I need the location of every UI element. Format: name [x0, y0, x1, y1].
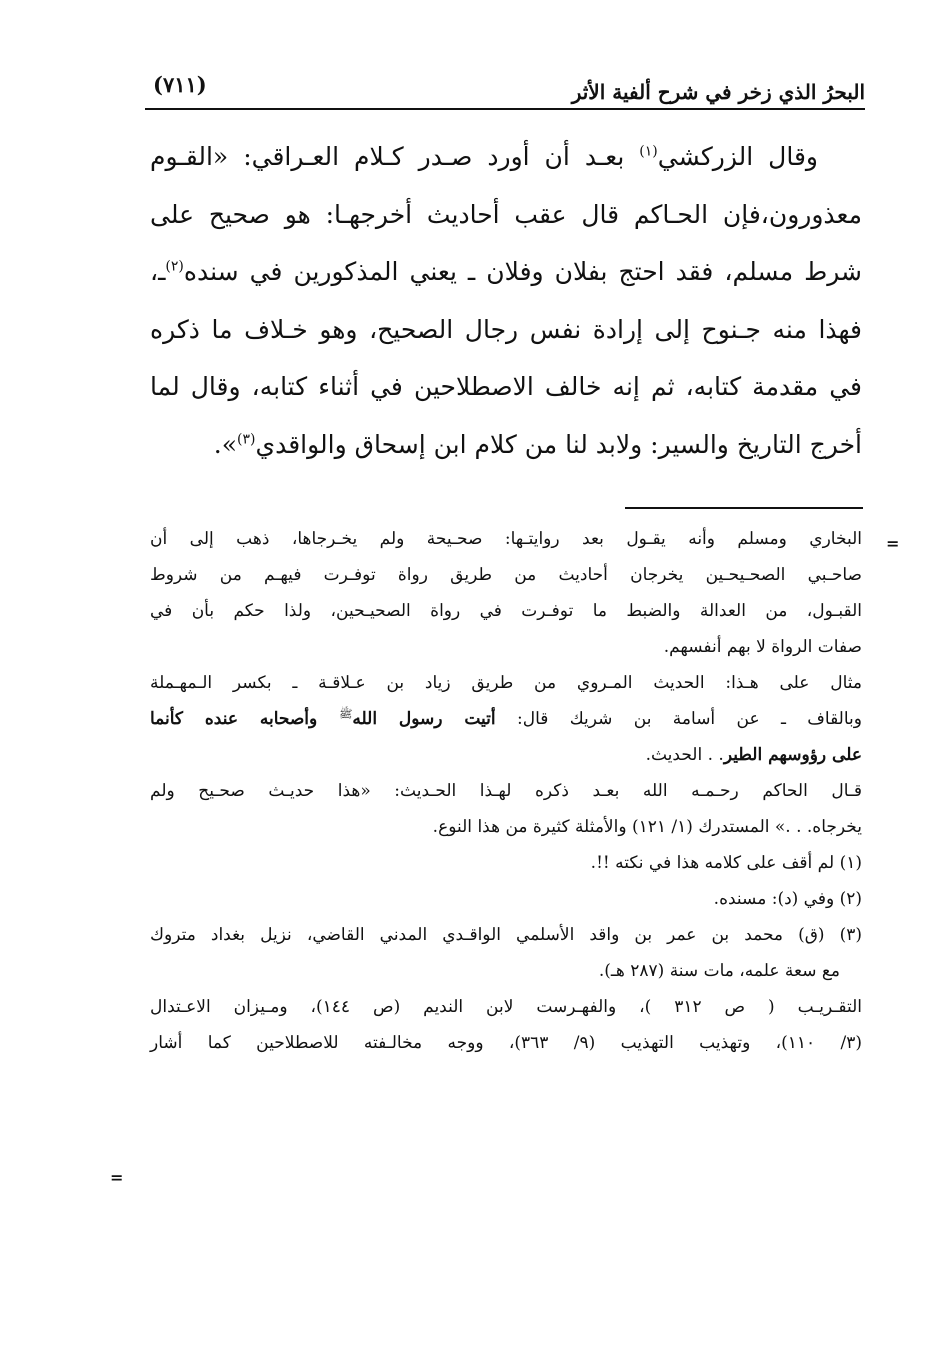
footnote-ref: (٢): [165, 258, 184, 275]
footnote-line: (١) لم أقف على كلامه هذا في نكته !!.: [590, 853, 862, 873]
salawat-glyph: ﷺ: [339, 707, 353, 721]
footnote-ref: (١): [639, 143, 658, 160]
page-number: (٧١١): [153, 72, 207, 97]
main-line: أخرج التاريخ والسير: ولابد لنا من كلام ابن إسحاق والواقدي$^{(٣)}$».: [213, 429, 862, 459]
footnote-line: القبـول، من العدالة والضبط ما توفـرت في رواة الصحيـحين، ولذا حكم بأن في: [150, 601, 862, 621]
footnote-line: قـال الحاكم رحـمـه الله بعـد ذكره لهـذا الحـديث: «هذا حديـث صحـيح ولم: [150, 781, 862, 801]
hadith-text: أتيت رسول الله: [352, 709, 496, 729]
footnote-line: (٣) (ق) محمد بن عمر بن واقد الأسلمي الواقـدي المدني القاضي، نزيل بغداد متروك: [150, 925, 862, 945]
footnote-1: [150, 845, 862, 881]
footnote-line: مثال على هـذا: الحديث المـروي من طريق زياد بن عـلاقـة ـ بكسر الـمهـملة: [150, 673, 862, 693]
header-rule: [145, 108, 865, 110]
footnote-3: [150, 917, 862, 1061]
main-line: معذورون،فإن الحـاكم قال عقب أحاديث أخرجهـا: هو صحيح على: [150, 199, 862, 229]
footnote-line: البخاري ومسلم وأنه يقـول بعد روايتـها: صحـيحة ولم يخـرجاها، ذهب إلى أن: [150, 529, 862, 549]
footnote-line: (٣/ ١١٠)، وتهذيب التهذيب (٩/ ٣٦٣)، ووجه مخالـفته للاصطلاحين كما أشار: [150, 1033, 862, 1053]
main-line: وقال الزركشي$^{(١)}$ بعـد أن أورد صـدر كـلام العـراقي: «القـوم: [150, 142, 818, 171]
footnote-line: صاحـبي الصحـيحـين يخرجان أحاديث من طريق رواة توفـرت فيهـم من شروط: [150, 565, 862, 585]
footnote-line: يخرجاه. . .» المستدرك (١/ ١٢١) والأمثلة كثيرة من هذا النوع.: [432, 817, 862, 837]
footnote-line: على رؤوسهم الطير. . الحديث.: [645, 745, 862, 765]
footnote-continuation: [150, 521, 862, 665]
main-line: شرط مسلم، فقد احتج بفلان وفلان ـ يعني المذكورين في سنده$^{(٢)}$ـ،: [150, 257, 862, 286]
footnotes: [150, 521, 862, 1061]
footnote-example: [150, 665, 862, 773]
page-header: [145, 62, 865, 106]
hadith-text: على رؤوسهم الطير: [723, 745, 862, 765]
main-text: [150, 128, 862, 473]
footnote-hakim: [150, 773, 862, 845]
footnote-ref: (٣): [237, 431, 256, 448]
footnote-line: وبالقاف ـ عن أسامة بن شريك قال: أتيت رسول الله$^ﷺ$ وأصحابه عنده كأنما: [150, 707, 862, 729]
main-line: فهذا منه جـنوح إلى إرادة نفس رجال الصحيح، وهو خـلاف ما ذكره: [150, 314, 862, 344]
footnote-line: (٢) وفي (د): مسنده.: [713, 889, 862, 909]
continuation-marker-bottom: =: [110, 1168, 124, 1187]
footnote-line: صفات الرواة لا بهم أنفسهم.: [663, 637, 862, 657]
continuation-marker-top: =: [886, 534, 900, 553]
hadith-text: وأصحابه عنده كأنما: [150, 709, 340, 729]
main-line: في مقدمة كتابه، ثم إنه خالف الاصطلاحين في أثناء كتابه، وقال لما: [150, 372, 862, 401]
footnote-line: مع سعة علمه، مات سنة (٢٨٧ هـ).: [598, 961, 840, 981]
footnote-2: [150, 881, 862, 917]
running-title: البحرُ الذي زخر في شرح ألفية الأثر: [571, 80, 865, 104]
footnote-line: التقـريـب ( ص ٣١٢ )، والفهـرست لابن النديم (ص ١٤٤)، ومـيزان الاعـتدال: [150, 997, 862, 1017]
footnote-separator: [625, 507, 863, 509]
